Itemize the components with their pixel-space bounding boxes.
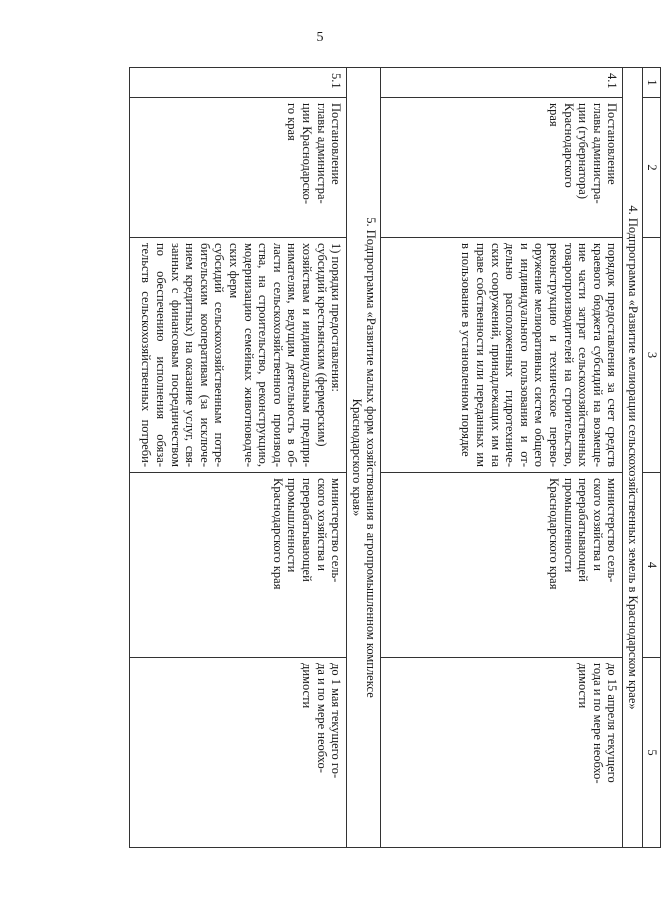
description-line: 1) порядки предоставления: <box>329 243 344 392</box>
document-type-line: края <box>547 103 562 127</box>
description-line: товаропроизводителей на строительство, <box>561 243 576 467</box>
description-line: хозяйствам и индивидуальным предпри- <box>300 243 315 467</box>
description-line: занных с финансовым посредничеством <box>168 243 183 467</box>
deadline-line: до 1 мая текущего го- <box>329 663 344 779</box>
description-line: тельств сельскохозяйственных потреби- <box>139 243 154 467</box>
section-title-line: 5. Подпрограмма «Развитие малых форм хозяйствования в агропромышленном комплексе <box>364 217 379 698</box>
description-line: праве собственности или переданных им <box>474 243 489 467</box>
deadline-line: димости <box>576 663 591 709</box>
responsible-line: министерство сель- <box>605 478 620 583</box>
document-type-line: главы администра- <box>314 103 329 204</box>
deadline-line: до 15 апреля текущего <box>605 663 620 783</box>
description-line: нием кредитных) на оказание услуг, свя- <box>183 243 198 467</box>
document-type-line: Постановление <box>605 103 620 185</box>
document-type-line: ции (губернатора) <box>576 103 591 199</box>
section-title <box>623 68 643 848</box>
responsible-line: перерабатывающей <box>576 478 591 582</box>
table-row <box>381 68 623 848</box>
description-line: краевого бюджета субсидий на возмеще- <box>590 243 605 467</box>
description-line: субсидий сельскохозяйственным потре- <box>212 243 227 467</box>
description-line: дельно расположенных гидротехниче- <box>503 243 518 467</box>
description-line: ства, на строительство, реконструкцию, <box>256 243 271 467</box>
description-line: порядок предоставления за счет средств <box>605 243 620 467</box>
deadline-cell <box>381 658 623 848</box>
row-number: 4.1 <box>381 68 623 98</box>
section-title-row <box>623 68 643 848</box>
description-line: реконструкцию и техническое перево- <box>547 243 562 467</box>
responsible-line: министерство сель- <box>329 478 344 583</box>
description-line: субсидий крестьянским (фермерским) <box>314 243 329 447</box>
column-number-row <box>643 68 661 848</box>
description-line: ских сооружений, принадлежащих им на <box>488 243 503 467</box>
responsible-line: ского хозяйства и <box>314 478 329 571</box>
deadline-line: да и по мере необхо- <box>314 663 329 773</box>
description-line: ласти сельскохозяйственного производ- <box>270 243 285 467</box>
responsible-line: ского хозяйства и <box>590 478 605 571</box>
description-cell <box>381 238 623 473</box>
responsible-cell <box>130 473 347 658</box>
column-number: 3 <box>643 238 661 473</box>
column-number: 4 <box>643 473 661 658</box>
description-line: и индивидуального пользования и от- <box>517 243 532 467</box>
responsible-line: Краснодарского края <box>547 478 562 590</box>
deadline-cell <box>130 658 347 848</box>
description-line: в пользование в установленном порядке <box>459 243 474 457</box>
section-title-line: 4. Подпрограмма «Развитие мелиорации сельскохозяйственных земель в Краснодарском крае» <box>626 205 640 710</box>
column-number: 2 <box>643 98 661 238</box>
deadline-line: димости <box>300 663 315 709</box>
document-type-cell <box>130 98 347 238</box>
responsible-cell <box>381 473 623 658</box>
description-line: модернизацию семейных животноводче- <box>241 243 256 467</box>
document-type-line: ции Краснодарско- <box>300 103 315 205</box>
description-line: по обеспечению исполнения обяза- <box>154 243 169 467</box>
deadline-line: года и по мере необхо- <box>590 663 605 784</box>
description-line: нимателям, ведущим деятельность в об- <box>285 243 300 467</box>
document-type-cell <box>381 98 623 238</box>
table-row <box>130 68 347 848</box>
responsible-line: Краснодарского края <box>270 478 285 590</box>
description-line: ских ферм <box>227 243 242 299</box>
document-type-line: Краснодарского <box>561 103 576 188</box>
document-type-line: главы администра- <box>590 103 605 204</box>
document-type-line: го края <box>285 103 300 141</box>
description-cell <box>130 238 347 473</box>
section-title <box>347 68 381 848</box>
description-line: ние части затрат сельскохозяйственных <box>576 243 591 467</box>
section-title-line: Краснодарского края» <box>349 398 364 517</box>
description-line: бительским кооперативам (за исключе- <box>197 243 212 467</box>
document-type-line: Постановление <box>329 103 344 185</box>
responsible-line: промышленности <box>561 478 576 573</box>
rotated-table-page <box>98 67 661 847</box>
section-title-row <box>347 68 381 848</box>
responsible-line: промышленности <box>285 478 300 573</box>
column-number: 5 <box>643 658 661 848</box>
page-number: 5 <box>316 30 324 45</box>
responsible-line: перерабатывающей <box>300 478 315 582</box>
description-line: оружение мелиоративных систем общего <box>532 243 547 467</box>
column-number: 1 <box>643 68 661 98</box>
document-table <box>129 67 661 848</box>
row-number: 5.1 <box>130 68 347 98</box>
